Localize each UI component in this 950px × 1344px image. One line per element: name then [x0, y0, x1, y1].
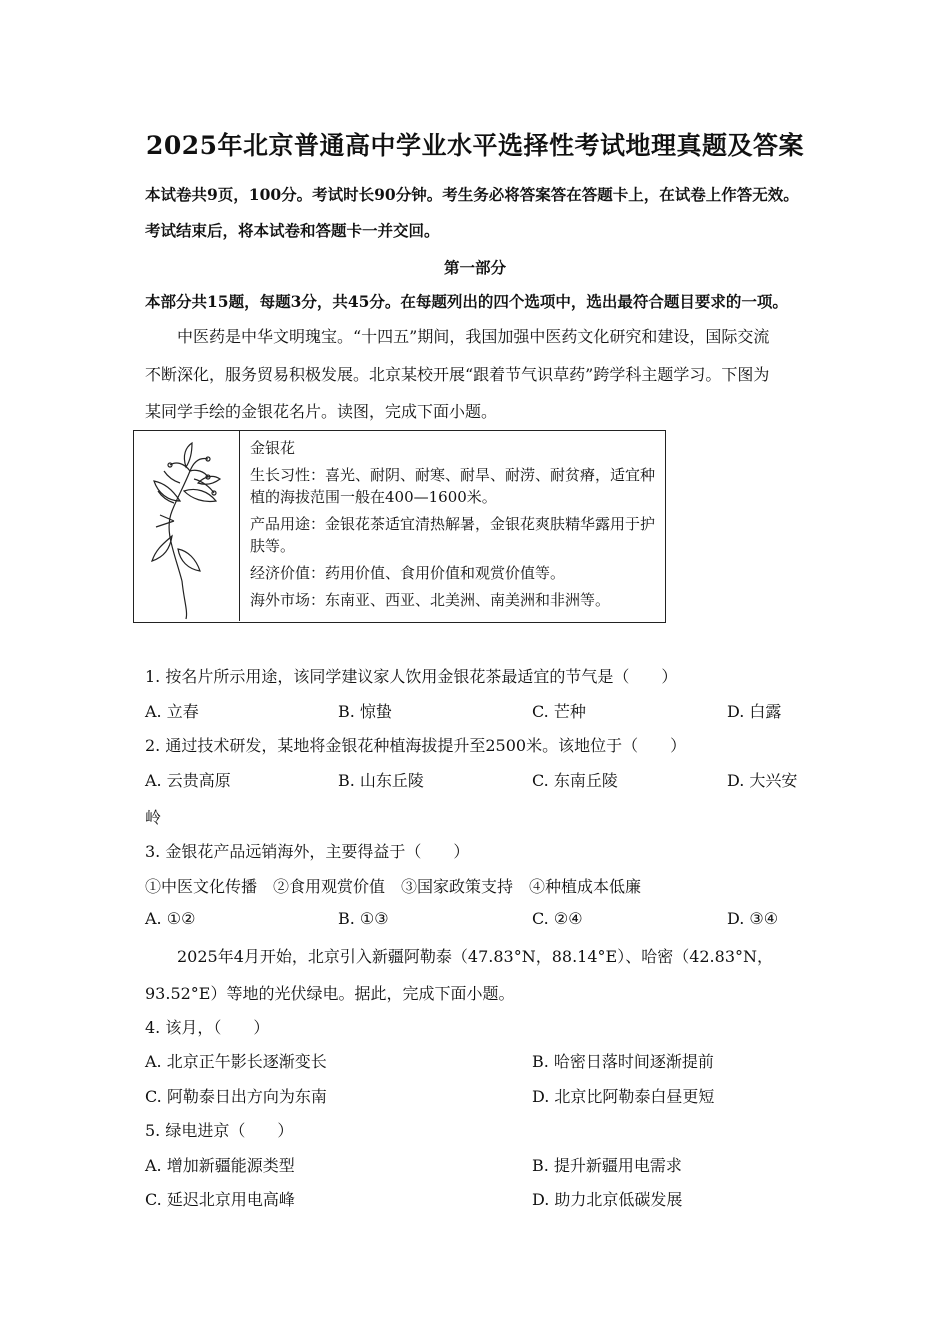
q1-option-a[interactable]: A. 立春 — [145, 702, 199, 721]
card-habit: 生长习性：喜光、耐阴、耐寒、耐旱、耐涝、耐贫瘠，适宜种植的海拔范围一般在400—1600米。 — [250, 466, 656, 506]
card-market: 海外市场：东南亚、西亚、北美洲、南美洲和非洲等。 — [250, 591, 611, 609]
passage2-line-1: 2025年4月开始，北京引入新疆阿勒泰（47.83°N，88.14°E）、哈密（42.83°N， — [177, 947, 773, 966]
page-title: 2025年北京普通高中学业水平选择性考试地理真题及答案 — [145, 131, 805, 160]
q1-option-b[interactable]: B. 惊蛰 — [338, 702, 392, 721]
part-description: 本部分共15题，每题3分，共45分。在每题列出的四个选项中，选出最符合题目要求的一项。 — [145, 292, 788, 311]
instruction-line-2: 考试结束后，将本试卷和答题卡一并交回。 — [145, 221, 440, 240]
q4-option-d[interactable]: D. 北京比阿勒泰白昼更短 — [532, 1087, 715, 1106]
card-name: 金银花 — [250, 439, 296, 457]
q5-option-c[interactable]: C. 延迟北京用电高峰 — [145, 1190, 295, 1209]
q3-items: ①中医文化传播 ②食用观赏价值 ③国家政策支持 ④种植成本低廉 — [145, 877, 642, 896]
q2-option-a[interactable]: A. 云贵高原 — [145, 771, 231, 790]
q2-option-c[interactable]: C. 东南丘陵 — [532, 771, 618, 790]
q5-option-d[interactable]: D. 助力北京低碳发展 — [532, 1190, 683, 1209]
q1-option-c[interactable]: C. 芒种 — [532, 702, 586, 721]
q4-option-a[interactable]: A. 北京正午影长逐渐变长 — [145, 1052, 327, 1071]
q3-option-c[interactable]: C. ②④ — [532, 909, 583, 928]
q5-option-a[interactable]: A. 增加新疆能源类型 — [145, 1156, 295, 1175]
q2-option-d-wrap: 岭 — [145, 808, 162, 827]
card-use: 产品用途：金银花茶适宜清热解暑，金银花爽肤精华露用于护肤等。 — [250, 515, 656, 555]
q3-stem: 3. 金银花产品远销海外，主要得益于（ ） — [145, 842, 470, 861]
q4-option-b[interactable]: B. 哈密日落时间逐渐提前 — [532, 1052, 714, 1071]
honeysuckle-card — [133, 430, 666, 623]
passage1-line-3: 某同学手绘的金银花名片。读图，完成下面小题。 — [145, 402, 498, 421]
q3-option-b[interactable]: B. ①③ — [338, 909, 389, 928]
q2-stem: 2. 通过技术研发，某地将金银花种植海拔提升至2500米。该地位于（ ） — [145, 736, 687, 755]
q1-option-d[interactable]: D. 白露 — [727, 702, 782, 721]
q3-option-a[interactable]: A. ①② — [145, 909, 196, 928]
passage2-line-2: 93.52°E）等地的光伏绿电。据此，完成下面小题。 — [145, 984, 515, 1003]
q5-stem: 5. 绿电进京（ ） — [145, 1121, 294, 1140]
honeysuckle-drawing-icon — [134, 431, 239, 621]
passage1-line-2: 不断深化，服务贸易积极发展。北京某校开展“跟着节气识草药”跨学科主题学习。下图为 — [145, 365, 770, 384]
q2-option-d[interactable]: D. 大兴安 — [727, 771, 798, 790]
q2-option-b[interactable]: B. 山东丘陵 — [338, 771, 424, 790]
q5-option-b[interactable]: B. 提升新疆用电需求 — [532, 1156, 682, 1175]
passage1-line-1: 中医药是中华文明瑰宝。“十四五”期间，我国加强中医药文化研究和建设，国际交流 — [177, 327, 770, 346]
instruction-line-1: 本试卷共9页，100分。考试时长90分钟。考生务必将答案答在答题卡上，在试卷上作答无效。 — [145, 185, 799, 204]
card-value: 经济价值：药用价值、食用价值和观赏价值等。 — [250, 564, 566, 582]
q1-stem: 1. 按名片所示用途，该同学建议家人饮用金银花茶最适宜的节气是（ ） — [145, 667, 678, 686]
q4-stem: 4. 该月，（ ） — [145, 1018, 270, 1037]
q3-option-d[interactable]: D. ③④ — [727, 909, 779, 928]
q4-option-c[interactable]: C. 阿勒泰日出方向为东南 — [145, 1087, 327, 1106]
part-title: 第一部分 — [443, 258, 506, 277]
honeysuckle-illustration — [134, 431, 240, 621]
